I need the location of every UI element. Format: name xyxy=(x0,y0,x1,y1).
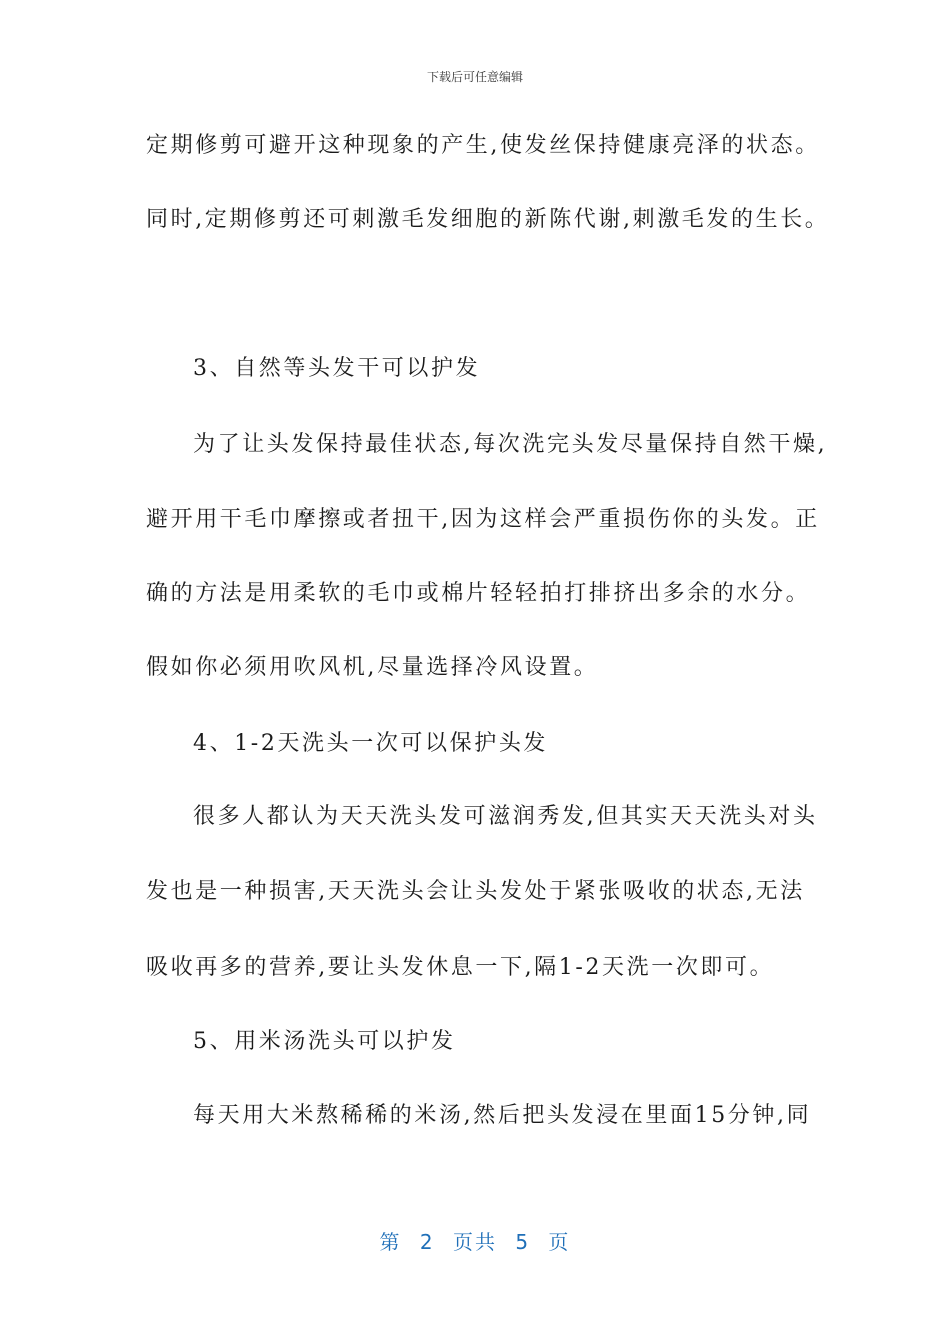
section-heading: 3、自然等头发干可以护发 xyxy=(193,356,481,381)
body-line: 每天用大米熬稀稀的米汤,然后把头发浸在里面15分钟,同 xyxy=(193,1103,812,1128)
body-line: 确的方法是用柔软的毛巾或棉片轻轻拍打排挤出多余的水分。 xyxy=(146,581,811,606)
body-line: 定期修剪可避开这种现象的产生,使发丝保持健康亮泽的状态。 xyxy=(146,133,820,158)
page-number: 第 2 页共 5 页 xyxy=(379,1230,571,1254)
body-line: 很多人都认为天天洗头发可滋润秀发,但其实天天洗头对头 xyxy=(193,804,818,829)
section-heading: 4、1-2天洗头一次可以保护头发 xyxy=(193,731,549,756)
body-line: 避开用干毛巾摩擦或者扭干,因为这样会严重损伤你的头发。正 xyxy=(146,507,820,532)
body-line: 吸收再多的营养,要让头发休息一下,隔1-2天洗一次即可。 xyxy=(146,955,775,980)
body-line: 为了让头发保持最佳状态,每次洗完头发尽量保持自然干燥, xyxy=(193,432,828,457)
body-line: 发也是一种损害,天天洗头会让头发处于紧张吸收的状态,无法 xyxy=(146,879,805,904)
section-heading: 5、用米汤洗头可以护发 xyxy=(193,1029,456,1054)
body-line: 假如你必须用吹风机,尽量选择冷风设置。 xyxy=(146,655,599,680)
header-note: 下载后可任意编辑 xyxy=(426,70,523,84)
body-line: 同时,定期修剪还可刺激毛发细胞的新陈代谢,刺激毛发的生长。 xyxy=(146,207,830,232)
